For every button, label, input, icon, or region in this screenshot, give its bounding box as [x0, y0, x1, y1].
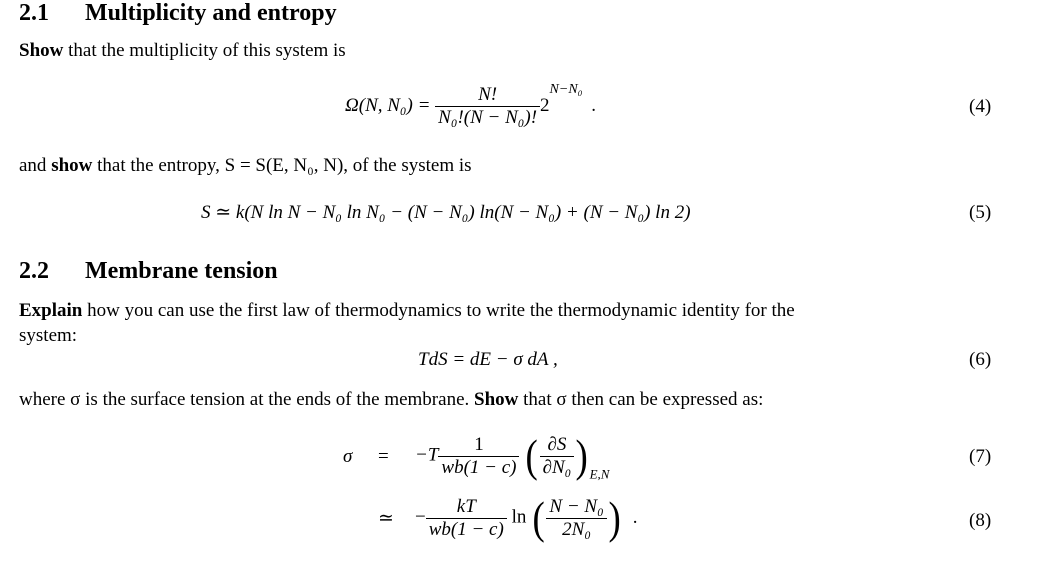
- section-title: Multiplicity and entropy: [85, 0, 337, 26]
- emphasis-explain: Explain: [19, 300, 83, 321]
- paragraph-explain: [19, 301, 795, 322]
- section-number: 2.1: [19, 0, 49, 26]
- section-heading-2-2: [19, 258, 278, 284]
- eq4-fraction: [435, 84, 540, 129]
- eq7-fraction: [438, 434, 519, 479]
- eq4-trailing-period: .: [591, 95, 597, 117]
- eq7-left-paren: (: [525, 430, 539, 481]
- paragraph-text: how you can use the first law of thermodynamics to write the thermodynamic identity for the: [82, 300, 795, 321]
- eq8-prefix: −: [415, 506, 426, 528]
- eq4-power-base: 2: [540, 95, 550, 117]
- equation-number-8: (8): [969, 510, 992, 531]
- eq7-derivative: [540, 434, 575, 479]
- eq4-lhs: Ω(N, N₀) =: [345, 95, 431, 117]
- eq7-numerator: 1: [474, 433, 484, 455]
- equation-number-5: (5): [969, 202, 992, 223]
- eq7-lhs: σ: [343, 446, 353, 467]
- eq8-right-paren: ): [608, 492, 621, 543]
- section-heading-2-1: [19, 0, 337, 26]
- eq8-left-paren: (: [532, 492, 545, 543]
- paragraph-explain-line2: system:: [19, 325, 78, 346]
- eq4-power-exponent: N−N₀: [549, 82, 583, 97]
- eq8-ln: ln: [511, 506, 527, 528]
- emphasis-show: show: [51, 155, 93, 176]
- equation-4: [345, 82, 596, 129]
- eq7-derivative-numerator: ∂S: [547, 433, 567, 455]
- section-title: Membrane tension: [85, 258, 278, 284]
- equation-number-4: (4): [969, 96, 992, 117]
- equation-5: S ≃ k(N ln N − N₀ ln N₀ − (N − N₀) ln(N − N₀) + (N − N₀) ln 2): [201, 202, 691, 223]
- eq8-argument: [546, 496, 606, 541]
- paragraph-text: that the multiplicity of this system is: [63, 40, 346, 61]
- eq8-numerator: kT: [456, 495, 476, 517]
- paragraph-text: that the entropy, S = S(E, N₀, N), of the system is: [92, 155, 472, 176]
- eq7-denominator: wb(1 − c): [438, 456, 519, 479]
- eq8-fraction: [426, 496, 507, 541]
- eq8-denominator: wb(1 − c): [426, 518, 507, 541]
- paragraph-where-sigma: [19, 390, 763, 411]
- eq4-numerator: N!: [478, 84, 498, 106]
- eq7-subscript: E,N: [589, 466, 610, 482]
- eq8-relation: ≃: [378, 508, 394, 529]
- eq8-rhs: [415, 492, 638, 543]
- paragraph-text-pre: where σ is the surface tension at the ends of the membrane.: [19, 389, 474, 410]
- eq8-trailing-period: .: [632, 506, 638, 528]
- eq7-relation: =: [378, 446, 389, 467]
- equation-number-7: (7): [969, 446, 992, 467]
- eq7-derivative-denominator: ∂N₀: [540, 456, 575, 479]
- emphasis-show: Show: [19, 40, 64, 61]
- eq7-prefix: −T: [415, 444, 439, 466]
- emphasis-show: Show: [474, 389, 519, 410]
- eq7-rhs: [415, 430, 610, 482]
- section-number: 2.2: [19, 258, 49, 284]
- paragraph-text: that σ then can be expressed as:: [518, 389, 764, 410]
- eq7-right-paren: ): [575, 430, 589, 481]
- eq8-argument-numerator: N − N₀: [549, 495, 604, 517]
- paragraph-show-multiplicity: [19, 41, 346, 62]
- paragraph-show-entropy: [19, 156, 472, 177]
- paragraph-text-pre: and: [19, 155, 52, 176]
- equation-6: TdS = dE − σ dA ,: [418, 349, 558, 370]
- eq8-argument-denominator: 2N₀: [546, 518, 606, 541]
- equation-number-6: (6): [969, 349, 992, 370]
- eq4-denominator: N₀!(N − N₀)!: [435, 106, 540, 129]
